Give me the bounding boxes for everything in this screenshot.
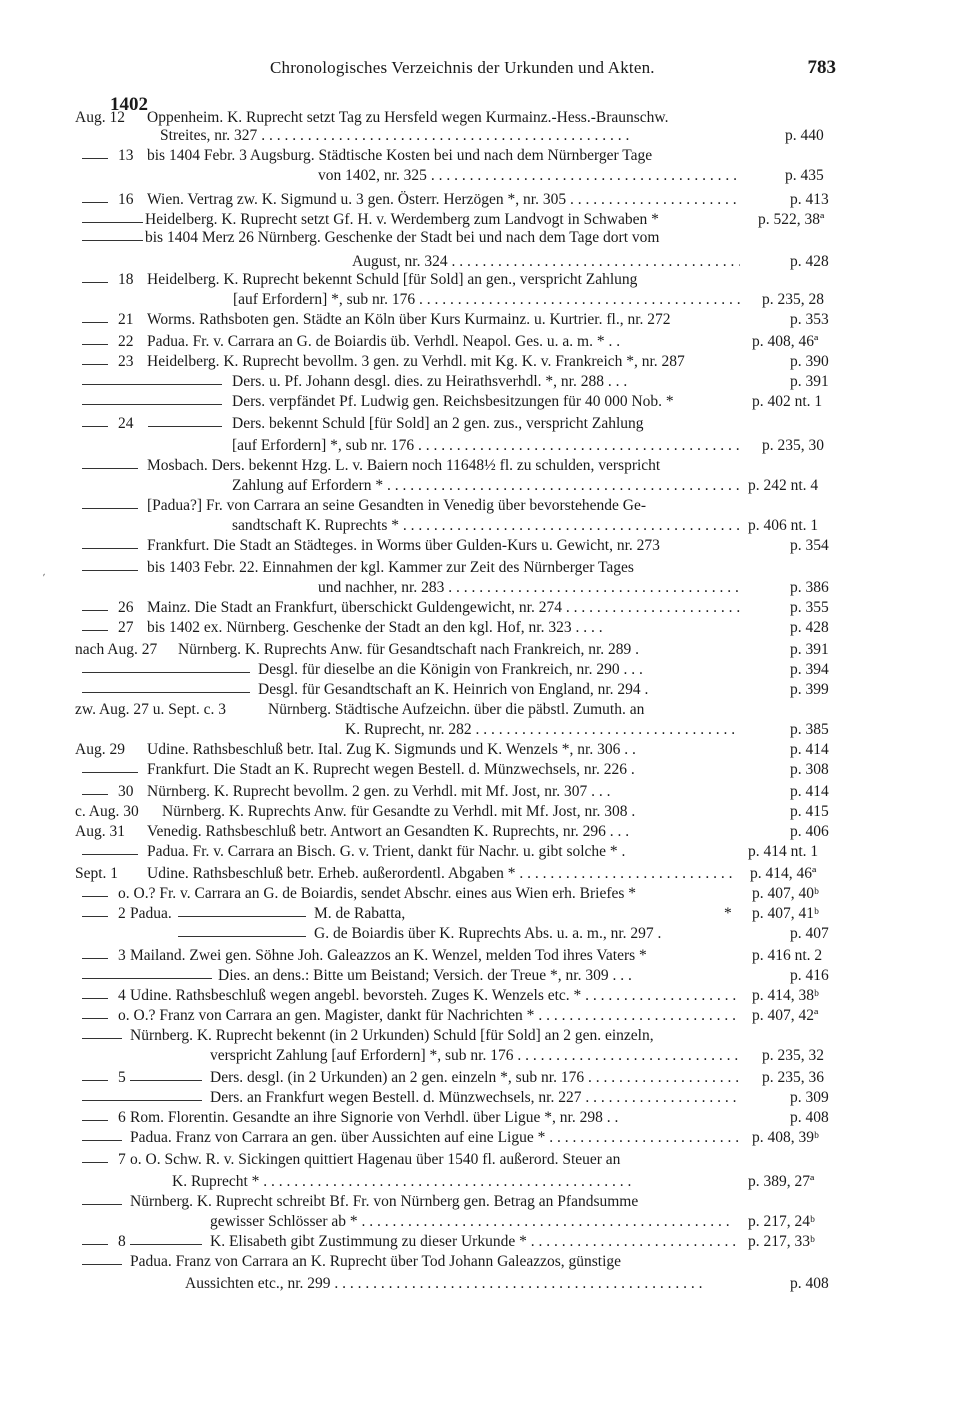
page-reference: p. 440: [785, 127, 824, 144]
entry-line: [0, 681, 960, 699]
entry-date: Sept. 1: [75, 865, 119, 882]
entry-text: Zahlung auf Erfordern * . . .: [232, 477, 740, 495]
entry-date: zw. Aug. 27 u. Sept. c. 3: [75, 701, 226, 718]
entry-line: [0, 211, 960, 229]
entry-text: K. Elisabeth gibt Zustimmung zu dieser Urkunde * . . .: [210, 1233, 740, 1251]
page-reference: p. 408: [790, 1275, 829, 1292]
entry-text: [Padua?] Fr. von Carrara an seine Gesandten in Venedig über bevorstehende Ge-: [147, 497, 646, 514]
ditto-dash: [82, 404, 222, 405]
running-header: Chronologisches Verzeichnis der Urkunden und Akten.: [270, 58, 655, 77]
entry-date: 16: [118, 191, 134, 208]
entry-text: Nürnberg. K. Ruprecht bekennt (in 2 Urkunden) Schuld [für Sold] an 2 gen. einzeln,: [130, 1027, 654, 1044]
entry-line: [0, 761, 960, 779]
ditto-dash: [82, 240, 143, 241]
page-reference: p. 408, 46ª: [752, 333, 819, 350]
page-reference: p. 309: [790, 1089, 829, 1106]
page-reference: p. 407, 40ᵇ: [752, 885, 819, 902]
ditto-dash: [82, 282, 108, 283]
entry-text: Padua. Fr. v. Carrara an Bisch. G. v. Trient, dankt für Nachr. u. gibt solche * .: [147, 843, 626, 860]
entry-line: [0, 661, 960, 679]
entry-text: bis 1403 Febr. 22. Einnahmen der kgl. Kammer zur Zeit des Nürnberger Tages: [147, 559, 634, 576]
entry-line: [0, 373, 960, 391]
ditto-dash: [82, 384, 222, 385]
ditto-dash: [130, 1244, 202, 1245]
entry-text: bis 1404 Merz 26 Nürnberg. Geschenke der Stadt bei und nach dem Tage dort vom: [145, 229, 660, 246]
entry-text: K. Ruprecht, nr. 282 . . .: [345, 721, 740, 739]
entry-line: [0, 865, 960, 883]
entry-text: K. Ruprecht * . . .: [172, 1173, 740, 1191]
entry-text: Frankfurt. Die Stadt an K. Ruprecht wegen Bestell. d. Münzwechsels, nr. 226 .: [147, 761, 635, 778]
entry-line: [0, 1069, 960, 1087]
page-reference: p. 414: [790, 783, 829, 800]
entry-date: 13: [118, 147, 134, 164]
entry-line: [0, 415, 960, 433]
ditto-dash: [82, 202, 108, 203]
entry-line: [0, 291, 960, 309]
entry-date: c. Aug. 30: [75, 803, 139, 820]
page-reference: p. 414, 38ᵇ: [752, 987, 819, 1004]
page-reference: p. 235, 30: [762, 437, 824, 454]
entry-text: Ders. verpfändet Pf. Ludwig gen. Reichsbesitzungen für 40 000 Nob. *: [232, 393, 674, 410]
entry-line: [0, 1253, 960, 1271]
entry-date: 26: [118, 599, 134, 616]
entry-text: M. de Rabatta,: [314, 905, 406, 922]
page-reference: p. 235, 32: [762, 1047, 824, 1064]
ditto-dash: [82, 1264, 122, 1265]
entry-date: 22: [118, 333, 134, 350]
entry-line: [0, 1213, 960, 1231]
page-reference: p. 406 nt. 1: [748, 517, 819, 534]
ditto-dash: [82, 772, 138, 773]
ditto-dash: [82, 958, 108, 959]
stray-mark: ´: [40, 571, 51, 586]
entry-text: Dies. an dens.: Bitte um Beistand; Versich. der Treue *, nr. 309 . . .: [218, 967, 632, 984]
ditto-dash: [178, 936, 306, 937]
entry-line: [0, 497, 960, 515]
entry-text: Nürnberg. K. Ruprecht schreibt Bf. Fr. von Nürnberg gen. Betrag an Pfandsumme: [130, 1193, 639, 1210]
page-reference: p. 308: [790, 761, 829, 778]
entry-text: Nürnberg. Städtische Aufzeichn. über die päbstl. Zumuth. an: [268, 701, 645, 718]
page-reference: p. 435: [785, 167, 824, 184]
ditto-dash: [82, 610, 108, 611]
entry-text: sandtschaft K. Ruprechts * . . .: [232, 517, 740, 535]
entry-text: Padua. Fr. v. Carrara an G. de Boiardis üb. Verhdl. Neapol. Ges. u. a. m. * . .: [147, 333, 621, 350]
entry-text: Desgl. für Gesandtschaft an K. Heinrich von England, nr. 294 .: [258, 681, 649, 698]
entry-line: [0, 537, 960, 555]
entry-line: [0, 437, 960, 455]
entry-text: gewisser Schlösser ab * . . .: [210, 1213, 740, 1231]
entry-text: Oppenheim. K. Ruprecht setzt Tag zu Hersfeld wegen Kurmainz.-Hess.-Braunschw.: [147, 109, 669, 126]
entry-line: [0, 1089, 960, 1107]
entry-line: [0, 109, 960, 127]
page-reference: p. 415: [790, 803, 829, 820]
entry-text: Udine. Rathsbeschluß betr. Erheb. außerordentl. Abgaben * . . .: [147, 865, 732, 883]
page-reference: p. 416 nt. 2: [752, 947, 823, 964]
page-number: 783: [807, 57, 836, 78]
page-reference: p. 389, 27ª: [748, 1173, 815, 1190]
ditto-dash: [82, 630, 108, 631]
entry-text: Ders. desgl. (in 2 Urkunden) an 2 gen. einzeln *, sub nr. 176 . . .: [210, 1069, 740, 1087]
entry-line: [0, 1151, 960, 1169]
ditto-dash: [82, 364, 108, 365]
ditto-dash: [178, 916, 306, 917]
entry-date: nach Aug. 27: [75, 641, 158, 658]
entry-line: [0, 311, 960, 329]
page-reference: p. 428: [790, 619, 829, 636]
page-reference: p. 235, 28: [762, 291, 824, 308]
ditto-dash: [82, 1018, 108, 1019]
ditto-dash: [82, 1244, 108, 1245]
page-reference: p. 391: [790, 641, 829, 658]
entry-line: [0, 987, 960, 1005]
entry-text: Padua. Franz von Carrara an K. Ruprecht über Tod Johann Galeazzos, günstige: [130, 1253, 622, 1270]
entry-text: Mosbach. Ders. bekennt Hzg. L. v. Baiern noch 11648½ fl. zu schulden, verspricht: [147, 457, 661, 474]
ditto-dash: [82, 794, 108, 795]
ditto-dash: [82, 344, 108, 345]
ditto-dash: [82, 1140, 122, 1141]
entry-line: [0, 271, 960, 289]
entry-text: Venedig. Rathsbeschluß betr. Antwort an Gesandten K. Ruprechts, nr. 296 . . .: [147, 823, 630, 840]
page-reference: p. 353: [790, 311, 829, 328]
entry-text: Udine. Rathsbeschluß wegen angebl. bevorsteh. Zuges K. Wenzels etc. * . . .: [130, 987, 740, 1005]
entry-text: Heidelberg. K. Ruprecht bevollm. 3 gen. zu Verhdl. mit Kg. K. v. Frankreich *, nr. 287: [147, 353, 685, 370]
entry-text: Frankfurt. Die Stadt an Städteges. in Worms über Gulden-Kurs u. Gewicht, nr. 273: [147, 537, 660, 554]
page-reference: p. 413: [790, 191, 829, 208]
entry-text: o. O.? Franz von Carrara an gen. Magister, dankt für Nachrichten * . . .: [118, 1007, 740, 1025]
entry-text: bis 1404 Febr. 3 Augsburg. Städtische Kosten bei und nach dem Nürnberger Tage: [147, 147, 653, 164]
entry-date: 7: [118, 1151, 126, 1168]
entry-text: Padua.: [130, 905, 172, 922]
entry-text: Mainz. Die Stadt an Frankfurt, überschickt Guldengewicht, nr. 274 . . .: [147, 599, 740, 617]
entry-line: [0, 599, 960, 617]
entry-text: bis 1402 ex. Nürnberg. Geschenke der Stadt an den kgl. Hof, nr. 323 . . . .: [147, 619, 603, 636]
ditto-dash: [82, 548, 138, 549]
page-reference: p. 217, 24ᵇ: [748, 1213, 815, 1230]
entry-line: [0, 1109, 960, 1127]
ditto-dash: [82, 978, 212, 979]
entry-line: [0, 457, 960, 475]
entry-line: [0, 1173, 960, 1191]
entry-date: 2: [118, 905, 126, 922]
entry-date: 21: [118, 311, 134, 328]
ditto-dash: [82, 854, 138, 855]
entry-line: [0, 353, 960, 371]
page-reference: p. 416: [790, 967, 829, 984]
entry-line: [0, 967, 960, 985]
entry-line: [0, 905, 960, 923]
entry-line: [0, 1129, 960, 1147]
ditto-dash: [82, 222, 143, 223]
page-reference: p. 414 nt. 1: [748, 843, 819, 860]
entry-line: [0, 191, 960, 209]
entry-line: [0, 885, 960, 903]
entry-text: Mailand. Zwei gen. Söhne Joh. Galeazzos an K. Wenzel, melden Tod ihres Vaters *: [130, 947, 647, 964]
page-reference: p. 354: [790, 537, 829, 554]
entry-line: [0, 701, 960, 719]
entry-date: Aug. 12: [75, 109, 125, 126]
entry-text: Aussichten etc., nr. 299 . . .: [185, 1275, 740, 1293]
entry-text: o. O. Schw. R. v. Sickingen quittiert Hagenau über 1540 fl. außerord. Steuer an: [130, 1151, 621, 1168]
entry-date: 18: [118, 271, 134, 288]
entry-date: 6: [118, 1109, 126, 1126]
page-reference: p. 407: [790, 925, 829, 942]
page-reference: p. 385: [790, 721, 829, 738]
entry-line: [0, 393, 960, 411]
ditto-dash: [82, 1162, 108, 1163]
entry-text: Ders. u. Pf. Johann desgl. dies. zu Heirathsverhdl. *, nr. 288 . . .: [232, 373, 628, 390]
entry-line: [0, 721, 960, 739]
entry-text: o. O.? Fr. v. Carrara an G. de Boiardis, sendet Abschr. eines aus Wien erh. Briefes *: [118, 885, 637, 902]
year-heading: 1402: [110, 94, 148, 115]
entry-line: [0, 147, 960, 165]
page-reference: p. 390: [790, 353, 829, 370]
page-reference: p. 402 nt. 1: [752, 393, 823, 410]
page-reference: *: [724, 905, 732, 922]
ditto-dash: [82, 672, 250, 673]
entry-text: Heidelberg. K. Ruprecht bekennt Schuld [für Sold] an gen., verspricht Zahlung: [147, 271, 638, 288]
entry-line: [0, 579, 960, 597]
entry-line: [0, 1193, 960, 1211]
ditto-dash: [82, 508, 138, 509]
entry-text: Nürnberg. K. Ruprecht bevollm. 2 gen. zu Verhdl. mit Mf. Jost, nr. 307 . . .: [147, 783, 611, 800]
ditto-dash: [82, 1080, 108, 1081]
page-reference: p. 414: [790, 741, 829, 758]
entry-text: Ders. an Frankfurt wegen Bestell. d. Münzwechsels, nr. 227 . . .: [210, 1089, 740, 1107]
ditto-dash: [82, 468, 138, 469]
ditto-dash: [82, 1100, 202, 1101]
ditto-dash: [82, 426, 108, 427]
entry-line: [0, 1047, 960, 1065]
ditto-dash: [82, 1204, 122, 1205]
entry-line: [0, 619, 960, 637]
entry-date: 24: [118, 415, 134, 432]
entry-line: [0, 559, 960, 577]
page-reference: p. 522, 38ª: [758, 211, 825, 228]
entry-line: [0, 1233, 960, 1251]
entry-text: verspricht Zahlung [auf Erfordern] *, sub nr. 176 . . .: [210, 1047, 740, 1065]
entry-line: [0, 803, 960, 821]
entry-line: [0, 843, 960, 861]
entry-date: 27: [118, 619, 134, 636]
page-reference: p. 408: [790, 1109, 829, 1126]
ditto-dash: [82, 158, 108, 159]
page-reference: p. 242 nt. 4: [748, 477, 819, 494]
entry-line: [0, 741, 960, 759]
entry-text: Padua. Franz von Carrara an gen. über Aussichten auf eine Ligue * . . .: [130, 1129, 740, 1147]
entry-text: Rom. Florentin. Gesandte an ihre Signorie von Verhdl. über Ligue *, nr. 298 . .: [130, 1109, 619, 1126]
entry-text: Udine. Rathsbeschluß betr. Ital. Zug K. Sigmunds und K. Wenzels *, nr. 306 . .: [147, 741, 636, 758]
page-reference: p. 386: [790, 579, 829, 596]
entry-date: Aug. 31: [75, 823, 125, 840]
page-reference: p. 414, 46ª: [750, 865, 817, 882]
entry-line: [0, 229, 960, 247]
entry-text: Nürnberg. K. Ruprechts Anw. für Gesandtschaft nach Frankreich, nr. 289 .: [178, 641, 640, 658]
entry-line: [0, 783, 960, 801]
page-reference: p. 394: [790, 661, 829, 678]
entry-text: Heidelberg. K. Ruprecht setzt Gf. H. v. Werdemberg zum Landvogt in Schwaben *: [145, 211, 659, 228]
page-reference: p. 407, 42ª: [752, 1007, 819, 1024]
ditto-dash: [130, 1080, 202, 1081]
entry-text: und nachher, nr. 283 . . .: [318, 579, 740, 597]
entry-text: [auf Erfordern] *, sub nr. 176 . . .: [232, 437, 740, 455]
page-reference: p. 428: [790, 253, 829, 270]
entry-text: Worms. Rathsboten gen. Städte an Köln über Kurs Kurmainz. u. Kurtrier. fl., nr. 272: [147, 311, 671, 328]
entry-text: August, nr. 324 . . .: [352, 253, 740, 271]
entry-line: [0, 947, 960, 965]
ditto-dash: [82, 692, 250, 693]
entry-date: 5: [118, 1069, 126, 1086]
ditto-dash: [82, 322, 108, 323]
ditto-dash: [82, 1120, 108, 1121]
ditto-dash: [82, 570, 138, 571]
entry-text: [auf Erfordern] *, sub nr. 176 . . .: [233, 291, 740, 309]
page-reference: p. 399: [790, 681, 829, 698]
entry-text: Desgl. für dieselbe an die Königin von Frankreich, nr. 290 . . .: [258, 661, 643, 678]
entry-line: [0, 925, 960, 943]
entry-line: [0, 253, 960, 271]
ditto-dash: [148, 426, 222, 427]
entry-line: [0, 127, 960, 145]
entry-line: [0, 477, 960, 495]
page-reference: p. 391: [790, 373, 829, 390]
entry-text: Ders. bekennt Schuld [für Sold] an 2 gen. zus., verspricht Zahlung: [232, 415, 644, 432]
entry-text: G. de Boiardis über K. Ruprechts Abs. u. a. m., nr. 297 .: [314, 925, 662, 942]
entry-text: Streites, nr. 327 . . .: [160, 127, 740, 145]
page-reference: p. 406: [790, 823, 829, 840]
entry-line: [0, 517, 960, 535]
entry-line: [0, 333, 960, 351]
entry-line: [0, 641, 960, 659]
entry-date: 30: [118, 783, 134, 800]
entry-text: Nürnberg. K. Ruprechts Anw. für Gesandte zu Verhdl. mit Mf. Jost, nr. 308 .: [162, 803, 636, 820]
entry-line: [0, 1007, 960, 1025]
entry-line: [0, 1027, 960, 1045]
ditto-dash: [82, 896, 108, 897]
page-reference: p. 217, 33ᵇ: [748, 1233, 815, 1250]
entry-line: [0, 167, 960, 185]
entry-text: von 1402, nr. 325 . . .: [318, 167, 740, 185]
entry-line: [0, 1275, 960, 1293]
entry-date: 4: [118, 987, 126, 1004]
ditto-dash: [82, 998, 108, 999]
entry-text: Wien. Vertrag zw. K. Sigmund u. 3 gen. Österr. Herzögen *, nr. 305 . . .: [147, 191, 740, 209]
entry-line: [0, 823, 960, 841]
ditto-dash: [82, 1038, 122, 1039]
entry-date: 8: [118, 1233, 126, 1250]
entry-date: Aug. 29: [75, 741, 125, 758]
entry-date: 23: [118, 353, 134, 370]
entry-date: 3: [118, 947, 126, 964]
page-reference: p. 408, 39ᵇ: [752, 1129, 819, 1146]
page-reference: p. 235, 36: [762, 1069, 824, 1086]
page-reference: p. 355: [790, 599, 829, 616]
page-reference: p. 407, 41ᵇ: [752, 905, 819, 922]
